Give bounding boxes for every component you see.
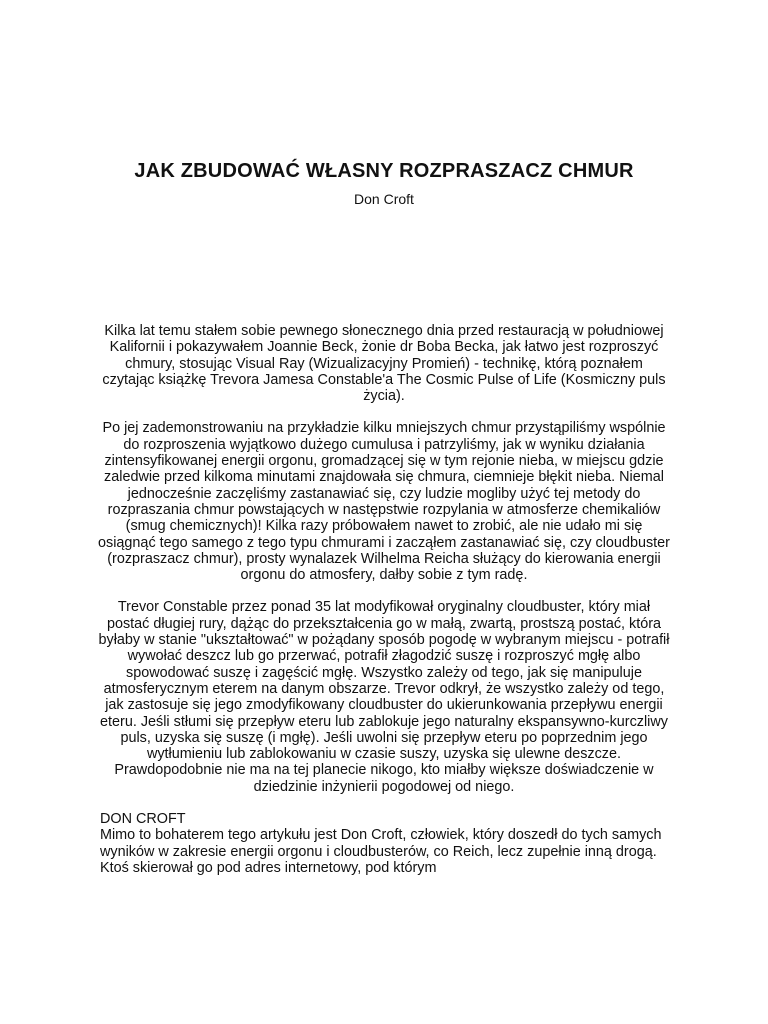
document-author: Don Croft	[354, 191, 414, 207]
paragraph-3: Trevor Constable przez ponad 35 lat modyfikował oryginalny cloudbuster, który miał postać długiej rury, dążąc do przekształcenia go w małą, zwartą, prostszą postać, która byłaby w stanie "ukształtować" w pożądany sposób pogodę w wybranym miejscu - potrafił wywołać deszcz lub go przerwać, potrafił złagodzić suszę i rozproszyć mgłę albo spowodować suszę i zagęścić mgłę. Wszystko zależy od tego, jak się manipuluje atmosferycznym eterem na danym obszarze. Trevor odkrył, że wszystko zależy od tego, jak zastosuje się jego zmodyfikowany cloudbuster do ukierunkowania przepływu energii eteru. Jeśli stłumi się przepływ eteru lub zablokuje jego naturalny ekspansywno-kurczliwy puls, uzyska się suszę (i mgłę). Jeśli uwolni się przepływ eteru po poprzednim jego wytłumieniu lub zablokowaniu w czasie suszy, uzyska się ulewne deszcze. Prawdopodobnie nie ma na tej planecie nikogo, kto miałby większe doświadczenie w dziedzinie inżynierii pogodowej od niego.	[98, 599, 670, 795]
document-body	[98, 323, 670, 876]
paragraph-1: Kilka lat temu stałem sobie pewnego słonecznego dnia przed restauracją w południowej Kalifornii i pokazywałem Joannie Beck, żonie dr Boba Becka, jak łatwo jest rozproszyć chmury, stosując Visual Ray (Wizualizacyjny Promień) - technikę, którą poznałem czytając książkę Trevora Jamesa Constable'a The Cosmic Pulse of Life (Kosmiczny puls życia).	[102, 323, 666, 405]
section-heading: DON CROFT	[100, 811, 186, 828]
paragraph-2: Po jej zademonstrowaniu na przykładzie kilku mniejszych chmur przystąpiliśmy wspólnie do rozproszenia wyjątkowo dużego cumulusa i patrzyliśmy, jak w wyniku działania zintensyfikowanej energii orgonu, gromadzącej się w tym rejonie nieba, w miejscu gdzie zaledwie przed kilkoma minutami znajdowała się chmura, ciemnieje błękit nieba. Niemal jednocześnie zaczęliśmy zastanawiać się, czy ludzie mogliby użyć tej metody do rozpraszania chmur powstających w następstwie rozpylania w atmosferze chemikaliów (smug chemicznych)! Kilka razy próbowałem nawet to zrobić, ale nie udało mi się osiągnąć tego samego z tego typu chmurami i zacząłem zastanawiać się, czy cloudbuster (rozpraszacz chmur), prosty wynalazek Wilhelma Reicha służący do kierowania energii orgonu do atmosfery, dałby sobie z tym radę.	[98, 420, 670, 584]
section-paragraph: Mimo to bohaterem tego artykułu jest Don Croft, człowiek, który doszedł do tych samych wyników w zakresie energii orgonu i cloudbusterów, co Reich, lecz zupełnie inną drogą. Ktoś skierował go pod adres internetowy, pod którym	[100, 827, 662, 876]
document-title: JAK ZBUDOWAĆ WŁASNY ROZPRASZACZ CHMUR	[134, 160, 634, 182]
